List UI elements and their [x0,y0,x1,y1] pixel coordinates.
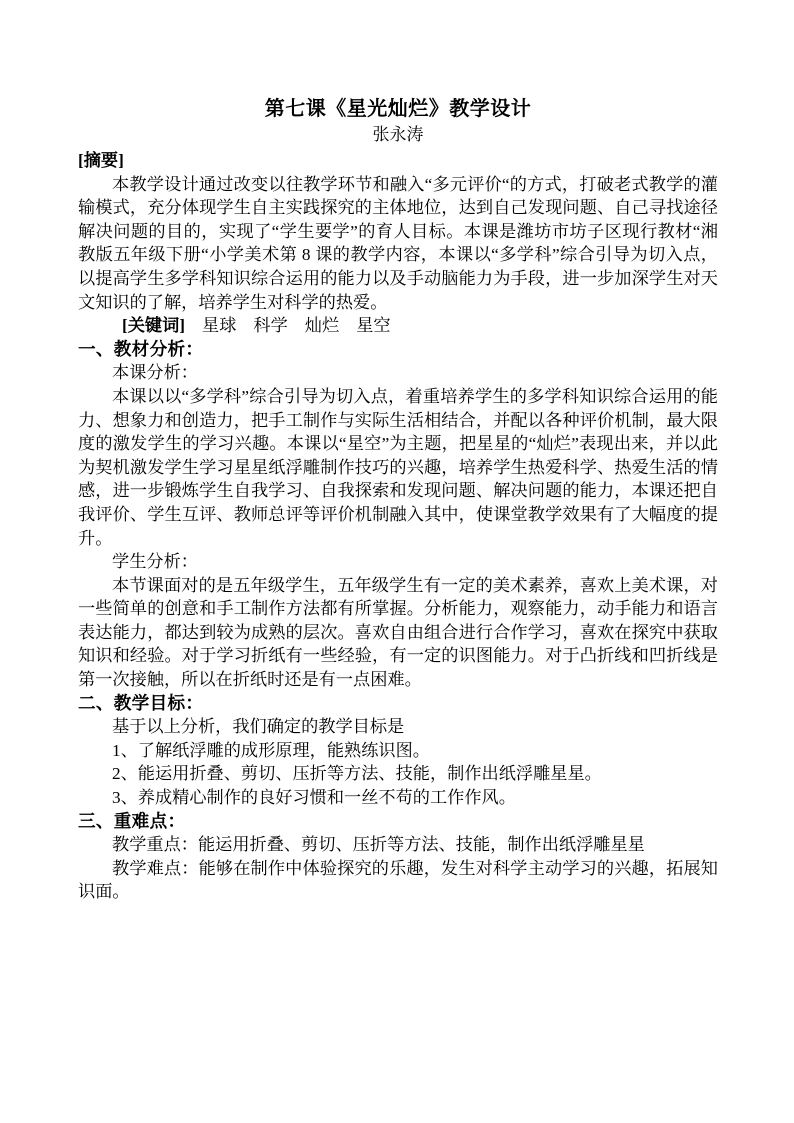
section-heading-1: 一、教材分析： [78,338,204,359]
key-point-text: 教学重点：能运用折叠、剪切、压折等方法、技能，制作出纸浮雕星星 [112,835,645,855]
section-heading-3: 三、重难点： [78,810,186,831]
difficult-point-text: 教学难点：能够在制作中体验探究的乐趣，发生对科学主动学习的兴趣，拓展知识面。 [78,858,718,902]
abstract-text: 本教学设计通过改变以往教学环节和融入“多元评价“的方式，打破老式教学的灌输模式，充分体现学生自主实践探究的主体地位，达到自己发现问题、自己寻找途径解决问题的目的，实现了“学生要学”的育人目标。本课是潍坊市坊子区现行教材“湘教版五年级下册“小学美术第 8 课的教学内容，本课以“多学科”综合引导为切入点，以提高学生多学科知识综合运用的能力以及手动脑能力为手段，进一步加深学生对天文知识的了解，培养学生对科学的热爱。 [78,174,718,312]
keyword-item-2: 灿烂 [304,316,340,336]
keywords-label: [关键词] [122,316,186,336]
subsection-label-lesson-analysis: 本课分析： [112,363,198,383]
subsection-label-student-analysis: 学生分析： [112,552,198,572]
keyword-item-0: 星球 [202,316,237,336]
subsection-text-student-analysis: 本节课面对的是五年级学生，五年级学生有一定的美术素养，喜欢上美术课，对一些简单的创意和手工制作方法都有所掌握。分析能力，观察能力，动手能力和语言表达能力，都达到较为成熟的层次。喜欢自由组合进行合作学习，喜欢在探究中获取知识和经验。对于学习折纸有一些经验，有一定的识图能力。对于凸折线和凹折线是第一次接触，所以在折纸时还是有一点困难。 [78,575,718,690]
objective-item-1: 1、了解纸浮雕的成形原理，能熟练识图。 [112,740,430,760]
page-title: 第七课《星光灿烂》教学设计 [264,98,532,120]
section-heading-2: 二、教学目标： [78,692,204,713]
subsection-text-lesson-analysis: 本课以以“多学科”综合引导为切入点，着重培养学生的多学科知识综合运用的能力、想象力和创造力，把手工制作与实际生活相结合，并配以各种评价机制，最大限度的激发学生的学习兴趣。本课以“星空”为主题，把星星的“灿烂”表现出来，并以此为契机激发学生学习星星纸浮雕制作技巧的兴趣，培养学生热爱科学、热爱生活的情感，进一步锻炼学生自我学习、自我探索和发现问题、解决问题的能力，本课还把自我评价、学生互评、教师总评等评价机制融入其中，使课堂教学效果有了大幅度的提升。 [78,386,718,548]
keyword-item-1: 科学 [253,316,288,336]
objective-item-2: 2、能运用折叠、剪切、压折等方法、技能，制作出纸浮雕星星。 [112,764,602,784]
document-author: 张永涛 [372,125,424,144]
abstract-label: [摘要] [78,151,124,170]
keywords-row [78,314,718,338]
keyword-item-3: 星空 [356,316,391,336]
objective-item-3: 3、养成精心制作的良好习惯和一丝不苟的工作作风。 [112,788,516,808]
objectives-intro: 基于以上分析，我们确定的教学目标是 [112,717,405,737]
